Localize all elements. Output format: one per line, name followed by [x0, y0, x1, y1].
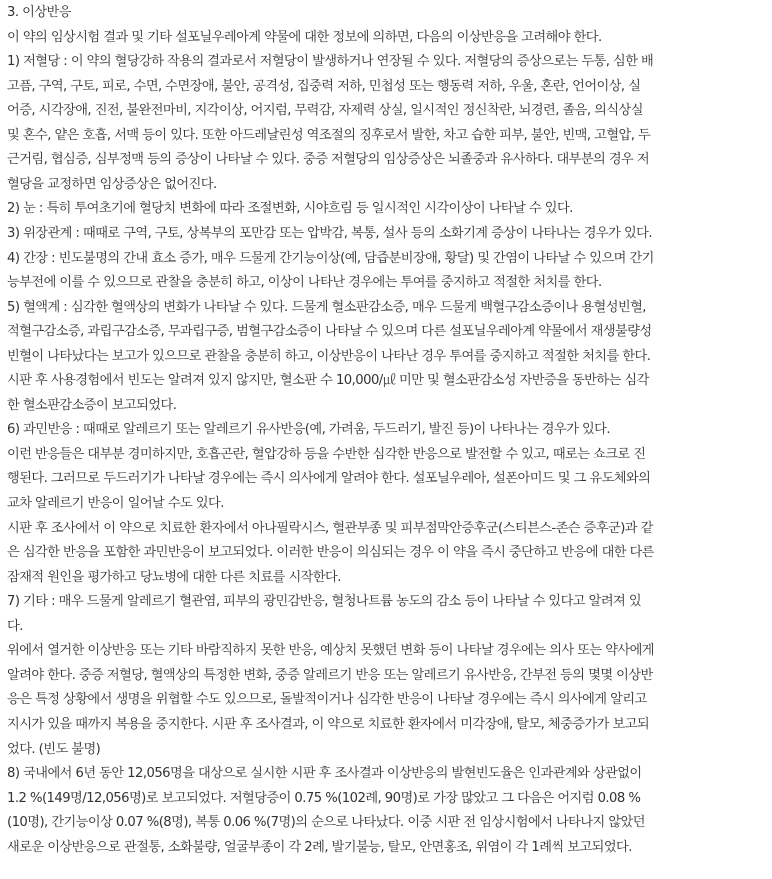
- text-line: 위에서 열거한 이상반응 또는 기타 바람직하지 못한 반응, 예상치 못했던 변화 등이 나타날 경우에는 의사 또는 약사에게: [7, 643, 654, 659]
- section-heading: 3. 이상반응: [7, 5, 71, 20]
- text-line: 어증, 시각장애, 진전, 불완전마비, 지각이상, 어지럼, 무력감, 자제력 상실, 일시적인 정신착란, 뇌경련, 졸음, 의식상실: [7, 103, 643, 119]
- text-line: 5) 혈액계 : 심각한 혈액상의 변화가 나타날 수 있다. 드물게 혈소판감소증, 매우 드물게 백혈구감소증이나 용혈성빈혈,: [7, 299, 646, 315]
- text-line: (10명), 간기능이상 0.07 %(8명), 복통 0.06 %(7명)의 순으로 나타났다. 이중 시판 전 임상시험에서 나타나지 않았던: [7, 815, 645, 831]
- text-line: 1) 저혈당 : 이 약의 혈당강하 작용의 결과로서 저혈당이 발생하거나 연장될 수 있다. 저혈당의 증상으로는 두통, 심한 배: [7, 54, 654, 70]
- text-line: 다.: [7, 618, 23, 634]
- text-line: 및 혼수, 얕은 호흡, 서맥 등이 있다. 또한 아드레날린성 역조절의 징후로서 발한, 차고 습한 피부, 불안, 빈맥, 고혈압, 두: [7, 127, 651, 143]
- text-line: 근거림, 협심증, 심부정맥 등의 증상이 나타날 수 있다. 중증 저혈당의 임상증상은 뇌졸중과 유사하다. 대부분의 경우 저: [7, 152, 650, 168]
- text-line: 알려야 한다. 중증 저혈당, 혈액상의 특정한 변화, 중증 알레르기 반응 또는 알레르기 유사반응, 간부전 등의 몇몇 이상반: [7, 667, 653, 683]
- text-line: 적혈구감소증, 과립구감소증, 무과립구증, 범혈구감소증이 나타날 수 있으며 다른 설포닐우레아계 약물에서 재생불량성: [7, 324, 652, 340]
- text-line: 었다. (빈도 불명): [7, 741, 101, 757]
- text-line: 은 심각한 반응을 포함한 과민반응이 보고되었다. 이러한 반응이 의심되는 경우 이 약을 즉시 중단하고 반응에 대한 다른: [7, 545, 654, 561]
- text-line: 행된다. 그러므로 두드러기가 나타날 경우에는 즉시 의사에게 알려야 한다. 설포닐우레아, 설폰아미드 및 그 유도체와의: [7, 471, 651, 487]
- text-line: 응은 특정 상황에서 생명을 위협할 수도 있으므로, 돌발적이거나 심각한 반응이 나타날 경우에는 즉시 의사에게 알리고: [7, 692, 647, 708]
- text-line: 지시가 있을 때까지 복용을 중지한다. 시판 후 조사결과, 이 약으로 치료한 환자에서 미각장애, 탈모, 체중증가가 보고되: [7, 716, 650, 732]
- text-line: 빈혈이 나타났다는 보고가 있으므로 관찰을 충분히 하고, 이상반응이 나타난 경우 투여를 중지하고 적절한 처치를 한다.: [7, 348, 651, 364]
- text-line: 잠재적 원인을 평가하고 당뇨병에 대한 다른 치료를 시작한다.: [7, 569, 341, 585]
- text-line: 교차 알레르기 반응이 일어날 수도 있다.: [7, 496, 224, 511]
- text-line: 능부전에 이를 수 있으므로 관찰을 충분히 하고, 이상이 나타난 경우에는 투여를 중지하고 적절한 처치를 한다.: [7, 275, 602, 291]
- text-line: 4) 간장 : 빈도불명의 간내 효소 증가, 매우 드물게 간기능이상(예, 담즙분비장애, 황달) 및 간염이 나타날 수 있으며 간기: [7, 250, 654, 266]
- text-line: 이 약의 임상시험 결과 및 기타 설포닐우레아계 약물에 대한 정보에 의하면, 다음의 이상반응을 고려해야 한다.: [7, 29, 602, 45]
- text-line: 새로운 이상반응으로 관절통, 소화불량, 얼굴부종이 각 2례, 발기불능, 탈모, 안면홍조, 위염이 각 1례씩 보고되었다.: [7, 839, 632, 855]
- text-line: 고픔, 구역, 구토, 피로, 수면, 수면장애, 불안, 공격성, 집중력 저하, 민첩성 또는 행동력 저하, 우울, 혼란, 언어이상, 실: [7, 78, 641, 94]
- text-line: 시판 후 조사에서 이 약으로 치료한 환자에서 아나필락시스, 혈관부종 및 피부점막안증후군(스티븐스-존슨 증후군)과 같: [7, 520, 653, 536]
- text-line: 시판 후 사용경험에서 빈도는 알려져 있지 않지만, 혈소판 수 10,000/㎕ 미만 및 혈소판감소성 자반증을 동반하는 심각: [7, 373, 649, 389]
- text-line: 3) 위장관계 : 때때로 구역, 구토, 상복부의 포만감 또는 압박감, 복통, 설사 등의 소화기계 증상이 나타나는 경우가 있다.: [7, 225, 652, 241]
- text-line: 이런 반응들은 대부분 경미하지만, 호흡곤란, 혈압강하 등을 수반한 심각한 반응으로 발전할 수 있고, 때로는 쇼크로 진: [7, 446, 646, 462]
- text-line: 6) 과민반응 : 때때로 알레르기 또는 알레르기 유사반응(예, 가려움, 두드러기, 발진 등)이 나타나는 경우가 있다.: [7, 422, 611, 438]
- text-line: 혈당을 교정하면 임상증상은 없어진다.: [7, 176, 217, 192]
- text-line: 2) 눈 : 특히 투여초기에 혈당치 변화에 따라 조절변화, 시야흐림 등 일시적인 시각이상이 나타날 수 있다.: [7, 201, 573, 217]
- text-line: 7) 기타 : 매우 드물게 알레르기 혈관염, 피부의 광민감반응, 혈청나트륨 농도의 감소 등이 나타날 수 있다고 알려져 있: [7, 594, 642, 610]
- text-line: 한 혈소판감소증이 보고되었다.: [7, 397, 177, 413]
- text-line: 8) 국내에서 6년 동안 12,056명을 대상으로 실시한 시판 후 조사결과 이상반응의 발현빈도율은 인과관계와 상관없이: [7, 766, 642, 782]
- text-line: 1.2 %(149명/12,056명)로 보고되었다. 저혈당증이 0.75 %(102례, 90명)로 가장 많았고 그 다음은 어지럼 0.08 %: [7, 790, 641, 806]
